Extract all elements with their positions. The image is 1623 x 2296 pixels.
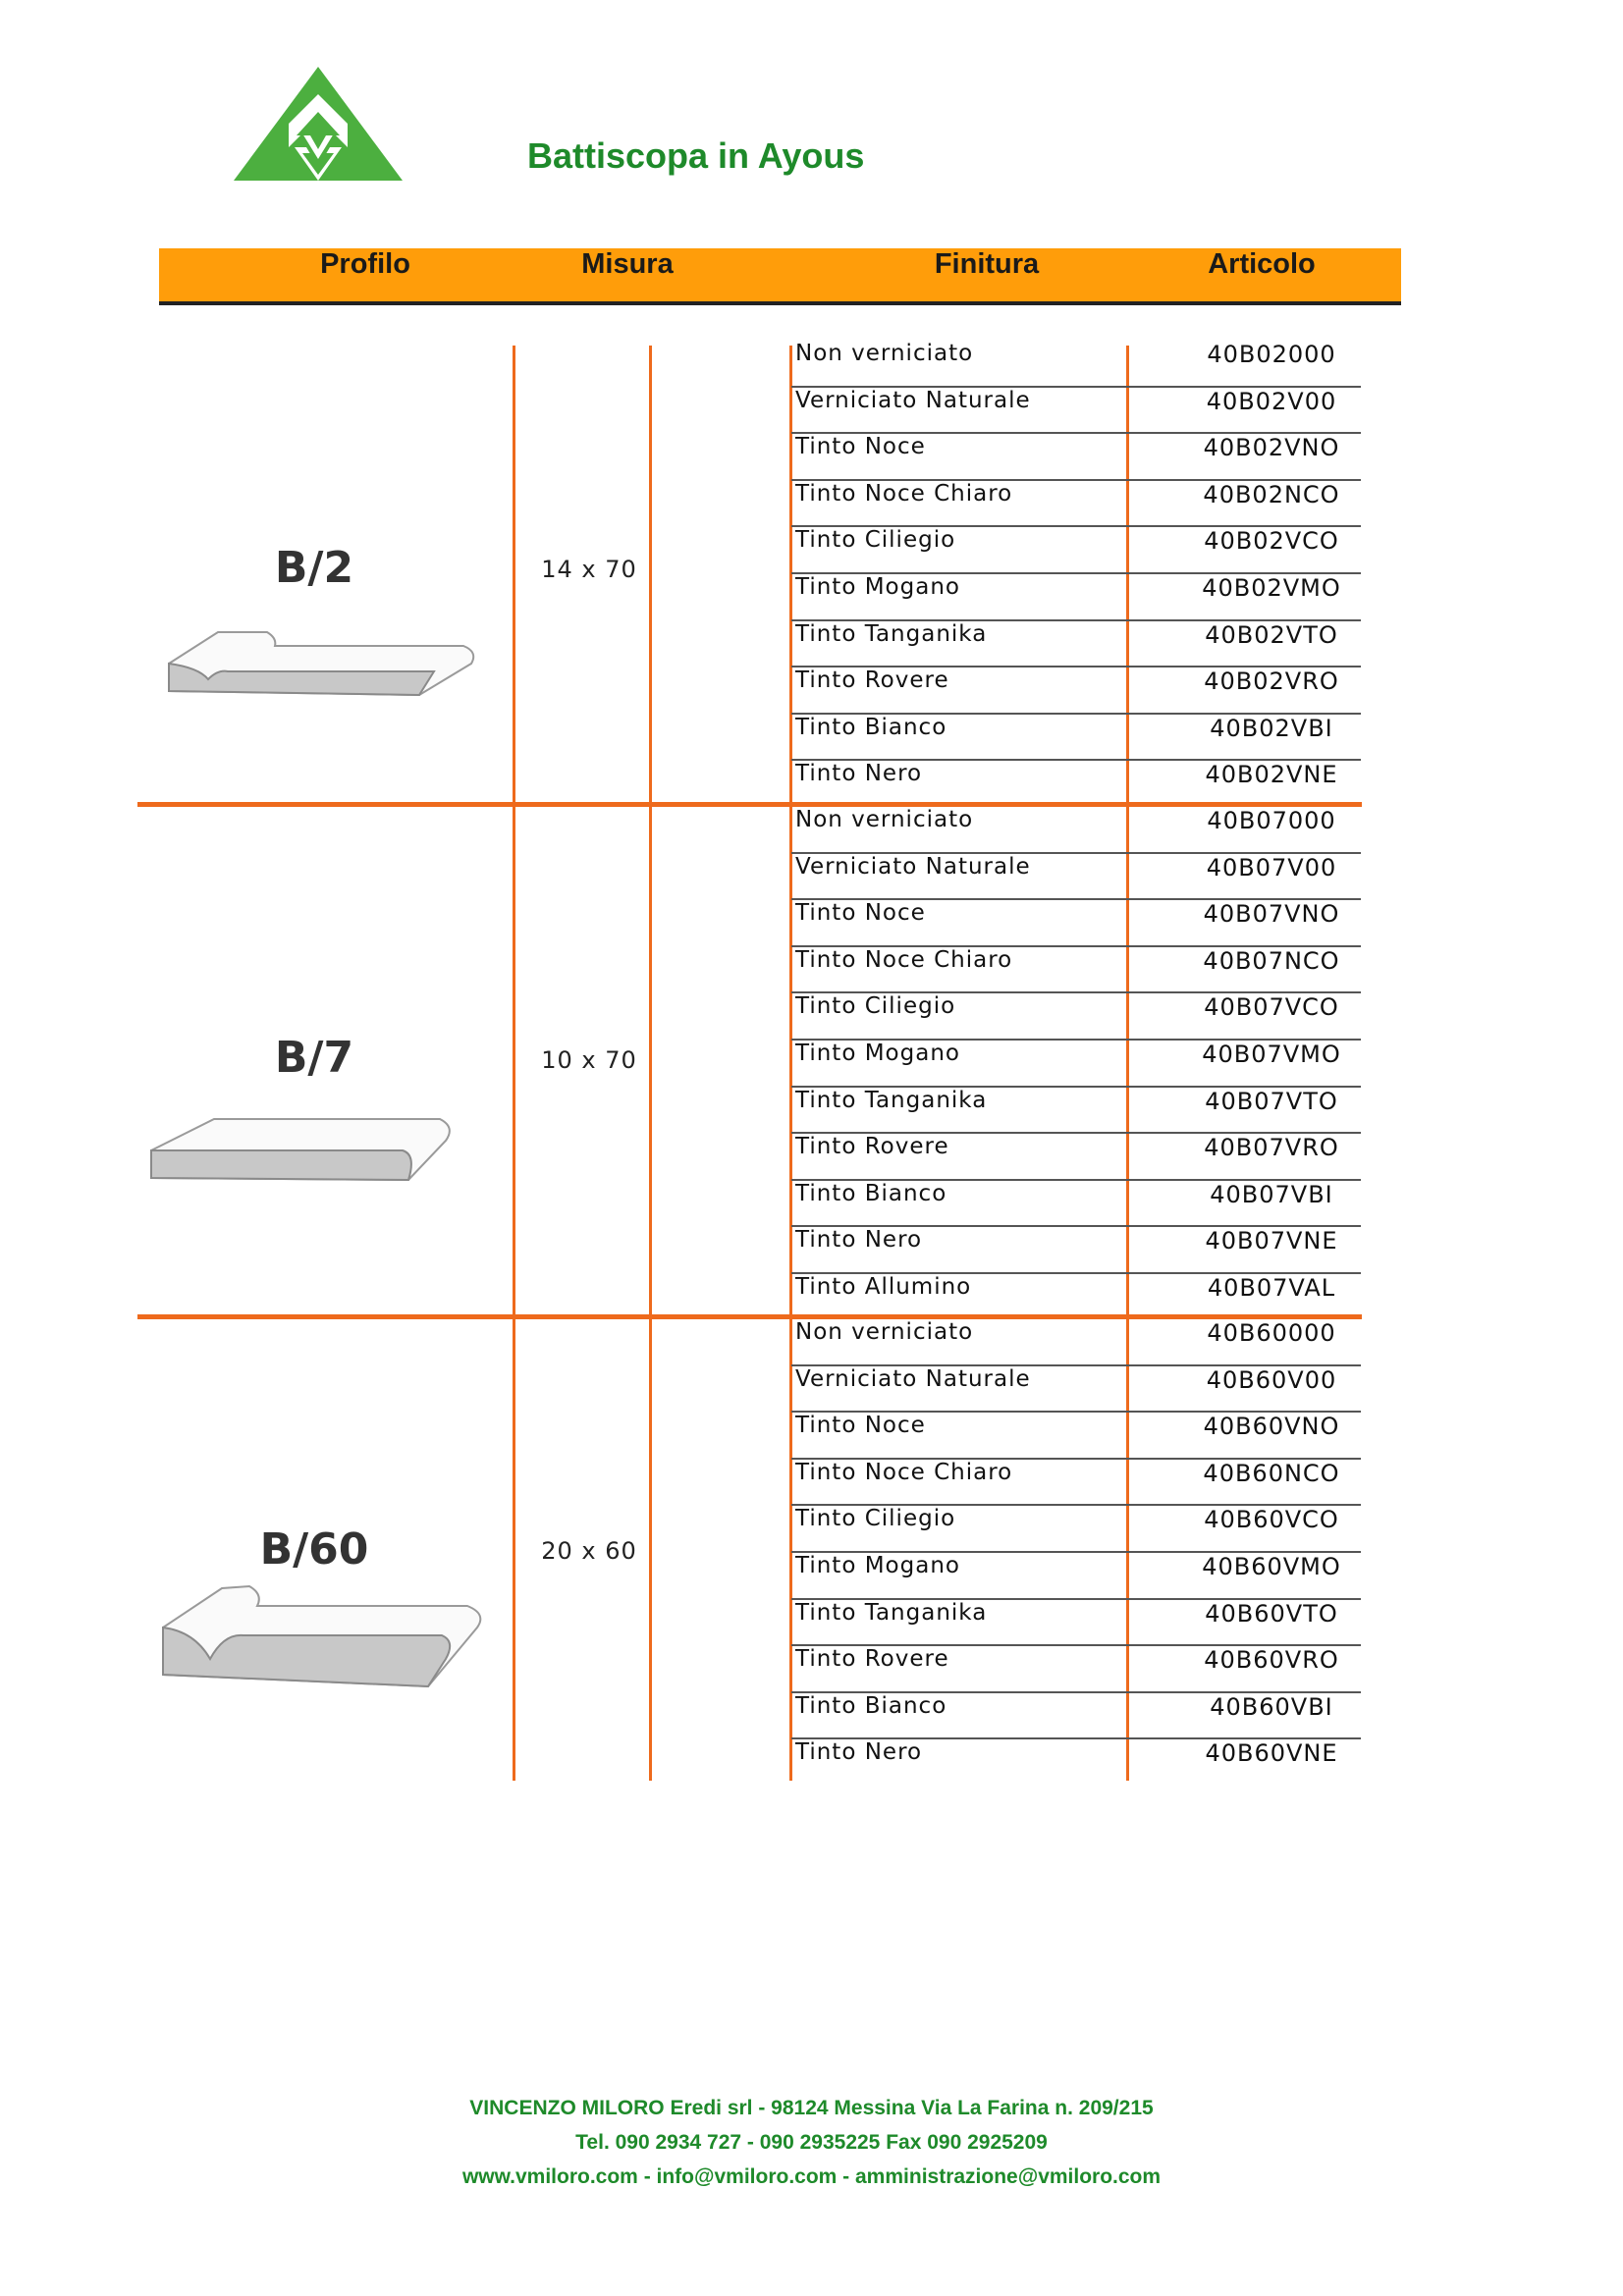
finish-cell: Tinto Bianco: [795, 714, 947, 740]
article-code-cell: 40B07VAL: [1207, 1274, 1336, 1302]
finish-cell: Tinto Noce: [795, 900, 926, 927]
measure-value: 14 x 70: [541, 556, 637, 583]
finish-cell: Tinto Bianco: [795, 1692, 947, 1719]
profile-name: B/7: [274, 1033, 354, 1083]
article-code-cell: 40B60NCO: [1203, 1459, 1340, 1487]
finish-cell: Tinto Nero: [795, 1227, 923, 1254]
article-code-cell: 40B60VNE: [1205, 1739, 1338, 1768]
column-header-profilo: Profilo: [320, 248, 410, 280]
finish-cell: Verniciato Naturale: [795, 387, 1031, 413]
finish-cell: Tinto Noce: [795, 434, 926, 460]
article-code-cell: 40B60VBI: [1210, 1692, 1333, 1721]
article-code-cell: 40B60VNO: [1203, 1413, 1340, 1441]
finish-cell: Tinto Ciliegio: [795, 527, 956, 554]
finish-cell: Tinto Mogano: [795, 1041, 960, 1066]
footer: [0, 2091, 1623, 2194]
finish-cell: Tinto Mogano: [795, 1553, 960, 1578]
finish-cell: Non verniciato: [795, 1319, 974, 1345]
finish-cell: Tinto Ciliegio: [795, 1506, 956, 1532]
article-code-cell: 40B07VNO: [1203, 900, 1340, 929]
article-code-cell: 40B07VRO: [1204, 1134, 1339, 1162]
footer-phone: Tel. 090 2934 727 - 090 2935225 Fax 090 2925209: [575, 2131, 1048, 2154]
article-code-cell: 40B02VRO: [1204, 667, 1339, 696]
finish-cell: Tinto Nero: [795, 1739, 923, 1766]
finish-cell: Verniciato Naturale: [795, 1365, 1031, 1392]
finish-cell: Non verniciato: [795, 341, 974, 366]
article-code-cell: 40B60VCO: [1204, 1506, 1339, 1534]
finish-cell: Tinto Tanganika: [795, 1087, 988, 1113]
measure-value: 20 x 60: [541, 1537, 637, 1565]
article-code-cell: 40B60V00: [1206, 1365, 1337, 1394]
finish-cell: Tinto Rovere: [795, 667, 949, 694]
article-code-cell: 40B02VMO: [1202, 574, 1341, 602]
finish-cell: Non verniciato: [795, 807, 974, 832]
footer-address: VINCENZO MILORO Eredi srl - 98124 Messina Via La Farina n. 209/215: [469, 2097, 1154, 2119]
article-code-cell: 40B07VNE: [1205, 1227, 1338, 1255]
article-code-cell: 40B02VTO: [1205, 620, 1338, 649]
column-header-misura: Misura: [581, 248, 674, 280]
article-code-cell: 40B07VBI: [1210, 1180, 1333, 1208]
article-code-cell: 40B07VCO: [1204, 993, 1339, 1022]
profile-b7-drawing: [145, 1109, 460, 1188]
footer-web: www.vmiloro.com - info@vmiloro.com - amministrazione@vmiloro.com: [461, 2165, 1162, 2188]
finish-cell: Tinto Noce Chiaro: [795, 1459, 1013, 1485]
finish-cell: Tinto Tanganika: [795, 620, 988, 647]
article-code-cell: 40B07VTO: [1205, 1087, 1338, 1115]
finish-cell: Tinto Rovere: [795, 1134, 949, 1160]
finish-cell: Tinto Allumino: [795, 1274, 972, 1300]
finish-cell: Tinto Rovere: [795, 1646, 949, 1673]
finish-cell: Tinto Noce: [795, 1413, 926, 1439]
article-code-cell: 40B02VCO: [1204, 527, 1339, 556]
article-code-cell: 40B60VMO: [1202, 1553, 1341, 1580]
article-code-cell: 40B02VBI: [1210, 714, 1333, 742]
page-title: Battiscopa in Ayous: [527, 135, 865, 176]
column-divider: [513, 346, 515, 1781]
column-header-articolo: Articolo: [1208, 248, 1316, 280]
article-code-cell: 40B02000: [1207, 341, 1336, 368]
measure-value: 10 x 70: [541, 1046, 637, 1074]
finish-cell: Tinto Nero: [795, 761, 923, 787]
profile-b2-drawing: [159, 624, 483, 713]
finish-cell: Tinto Noce Chiaro: [795, 946, 1013, 973]
article-code-cell: 40B60VRO: [1204, 1646, 1339, 1675]
article-code-cell: 40B02VNE: [1205, 761, 1338, 789]
finish-cell: Tinto Bianco: [795, 1180, 947, 1206]
article-code-cell: 40B07NCO: [1203, 946, 1340, 975]
column-header-finitura: Finitura: [934, 248, 1040, 280]
article-code-cell: 40B02V00: [1206, 387, 1337, 415]
profile-name: B/2: [274, 543, 354, 593]
finish-cell: Tinto Mogano: [795, 574, 960, 600]
article-code-cell: 40B02NCO: [1203, 480, 1340, 508]
article-code-cell: 40B07V00: [1206, 853, 1337, 881]
profile-b60-drawing: [155, 1580, 489, 1698]
article-code-cell: 40B02VNO: [1203, 434, 1340, 462]
finish-cell: Tinto Noce Chiaro: [795, 480, 1013, 507]
finish-cell: Verniciato Naturale: [795, 853, 1031, 880]
article-code-cell: 40B60000: [1207, 1319, 1336, 1347]
finish-cell: Tinto Ciliegio: [795, 993, 956, 1020]
column-divider: [789, 346, 792, 1781]
finish-cell: Tinto Tanganika: [795, 1599, 988, 1626]
article-code-cell: 40B07000: [1207, 807, 1336, 834]
article-code-cell: 40B07VMO: [1202, 1041, 1341, 1068]
article-code-cell: 40B60VTO: [1205, 1599, 1338, 1628]
profile-name: B/60: [259, 1524, 369, 1575]
